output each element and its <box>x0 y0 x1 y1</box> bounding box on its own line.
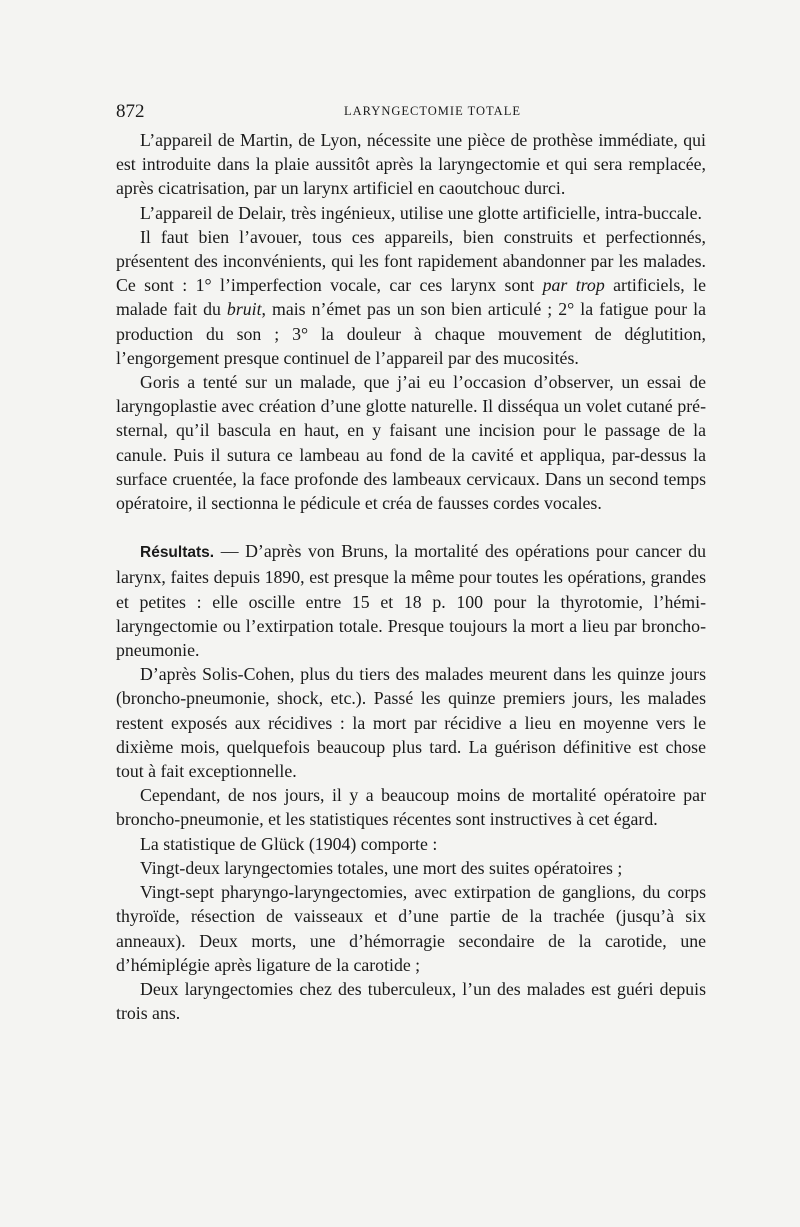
running-title: LARYNGECTOMIE TOTALE <box>344 104 521 118</box>
page-header <box>116 101 706 125</box>
paragraph-tuberculeux: Deux laryngectomies chez des tuberculeux, l’un des malades est guéri depuis trois ans. <box>116 978 706 1024</box>
paragraph-vingt-sept: Vingt-sept pharyngo-laryngectomies, avec extirpation de ganglions, du corps thyroïde, résection de vaisseaux et d’une partie de la trachée (jusqu’à six anneaux). Deux morts, une d’hémorragie secondaire de la carotide, une d’hémiplégie après ligature de la carotide ; <box>116 882 706 975</box>
paragraph-inconvenients-part2: artificiels, le malade fait du <box>116 275 706 320</box>
page-number: 872 <box>116 101 145 122</box>
paragraph-resultats <box>116 539 706 662</box>
italic-bruit: bruit <box>226 299 262 320</box>
paragraph-goris: Goris a tenté sur un malade, que j’ai eu l’occasion d’observer, un essai de laryngoplastie avec création d’une glotte naturelle. Il disséqua un volet cutané pré-sternal, qu’il bascula en haut, en y faisant une incision pour le passage de la canule. Puis il sutura ce lambeau au fond de la cavité et appliqua, par-dessus la surface cruentée, la face profonde des lambeaux cervicaux. Dans un second temps opératoire, il sectionna le pédicule et créa de fausses cordes vocales. <box>116 372 706 514</box>
paragraph-inconvenients-part1: Il faut bien l’avouer, tous ces appareils, bien construits et perfectionnés, présentent des inconvénients, qui les font rapidement abandonner par les malades. Ce sont : 1° l’imperfection vocale, car ces larynx sont <box>116 226 706 296</box>
paragraph-inconvenients-part3: , mais n’émet pas un son bien articulé ; 2° la fatigue pour la production du son ; 3° la douleur à chaque mouvement de déglutition, l’engorgement presque continuel de l’appareil par des mucosités. <box>116 299 707 368</box>
body-text <box>116 128 706 1025</box>
paragraph-statistique: La statistique de Glück (1904) comporte : <box>140 833 438 854</box>
paragraph-delair: L’appareil de Delair, très ingénieux, utilise une glotte artificielle, intra-buccale. <box>140 202 702 223</box>
paragraph-vingt-deux: Vingt-deux laryngectomies totales, une mort des suites opératoires ; <box>140 857 623 878</box>
section-heading-resultats: Résultats. <box>140 544 215 562</box>
paragraph-cependant: Cependant, de nos jours, il y a beaucoup moins de mortalité opératoire par broncho-pneumonie, et les statistiques récentes sont instructives à cet égard. <box>116 785 706 830</box>
paragraph-inconvenients <box>116 225 706 370</box>
paragraph-martin: L’appareil de Martin, de Lyon, nécessite une pièce de prothèse immédiate, qui est introduite dans la plaie aussitôt après la laryngectomie et qui sera remplacée, après cicatrisation, par un larynx artificiel en caoutchouc durci. <box>116 130 706 199</box>
paragraph-resultats-text: — D’après von Bruns, la mortalité des opérations pour cancer du larynx, faites depuis 1890, est presque la même pour toutes les opérations, grandes et petites : elle oscille entre 15 et 18 p. 100 pour la thyrotomie, l’hémi-laryngectomie ou l’extirpation totale. Presque toujours la mort a lieu par broncho-pneumonie. <box>116 541 706 661</box>
section-spacer <box>116 515 706 539</box>
paragraph-solis-cohen: D’après Solis-Cohen, plus du tiers des malades meurent dans les quinze jours (broncho-pneumonie, shock, etc.). Passé les quinze premiers jours, les malades restent exposés aux récidives : la mort par récidive a lieu en moyenne vers le dixième mois, quelquefois beaucoup plus tard. La guérison définitive est chose tout à fait exceptionnelle. <box>116 664 706 782</box>
italic-par-trop: par trop <box>542 275 605 296</box>
